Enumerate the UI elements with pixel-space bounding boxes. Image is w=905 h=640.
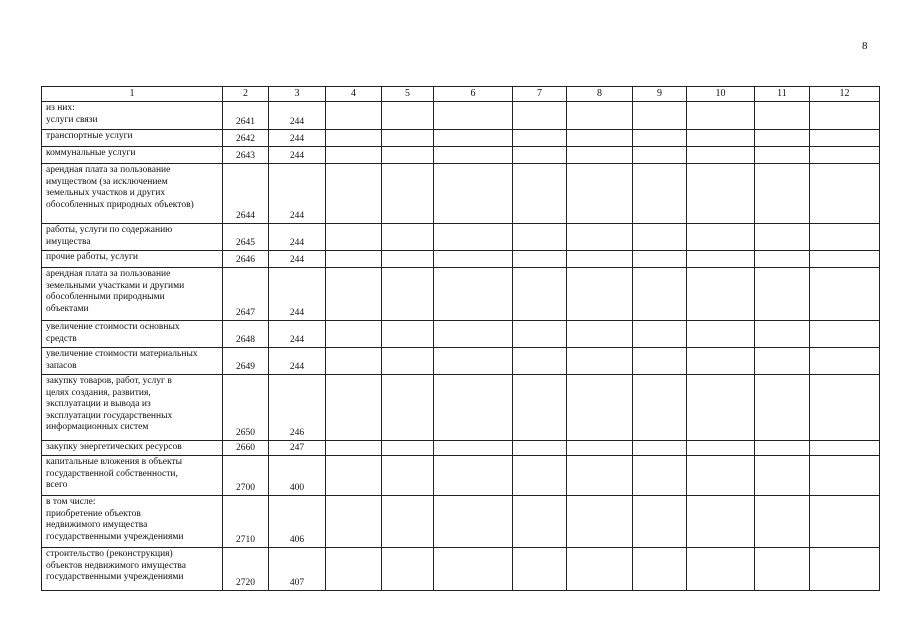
- table-row: [42, 348, 880, 375]
- empty-value-cell: [755, 164, 810, 224]
- empty-value-cell: [382, 375, 434, 441]
- line-code-cell: 2646: [223, 251, 269, 268]
- empty-value-cell: [687, 102, 755, 130]
- empty-value-cell: [633, 496, 687, 548]
- table-row: [42, 375, 880, 441]
- table-row: [42, 130, 880, 147]
- kosgu-code-cell: 244: [269, 348, 326, 375]
- empty-value-cell: [567, 441, 633, 456]
- empty-value-cell: [755, 224, 810, 251]
- empty-value-cell: [755, 268, 810, 321]
- empty-value-cell: [382, 496, 434, 548]
- line-code-cell: 2649: [223, 348, 269, 375]
- header-cell: 9: [633, 87, 687, 102]
- empty-value-cell: [326, 441, 382, 456]
- empty-value-cell: [513, 496, 567, 548]
- empty-value-cell: [687, 224, 755, 251]
- header-cell: 1: [42, 87, 223, 102]
- kosgu-code-cell: 244: [269, 147, 326, 164]
- empty-value-cell: [513, 348, 567, 375]
- kosgu-code-cell: 244: [269, 130, 326, 147]
- empty-value-cell: [513, 102, 567, 130]
- budget-table: [41, 86, 880, 591]
- header-cell: 2: [223, 87, 269, 102]
- row-name-cell: транспортные услуги: [42, 130, 223, 147]
- empty-value-cell: [755, 251, 810, 268]
- table-row: [42, 268, 880, 321]
- row-name-cell: коммунальные услуги: [42, 147, 223, 164]
- empty-value-cell: [755, 321, 810, 348]
- empty-value-cell: [326, 321, 382, 348]
- line-code-cell: 2645: [223, 224, 269, 251]
- table-row: [42, 102, 880, 130]
- empty-value-cell: [382, 348, 434, 375]
- empty-value-cell: [382, 147, 434, 164]
- kosgu-code-cell: 406: [269, 496, 326, 548]
- empty-value-cell: [434, 147, 513, 164]
- row-name-cell: строительство (реконструкция) объектов недвижимого имущества государственными учреждениями: [42, 548, 223, 591]
- row-name-cell: в том числе: приобретение объектов недвижимого имущества государственными учреждениями: [42, 496, 223, 548]
- empty-value-cell: [687, 130, 755, 147]
- empty-value-cell: [326, 147, 382, 164]
- line-code-cell: 2643: [223, 147, 269, 164]
- empty-value-cell: [810, 147, 880, 164]
- table-row: [42, 147, 880, 164]
- empty-value-cell: [567, 268, 633, 321]
- empty-value-cell: [326, 268, 382, 321]
- empty-value-cell: [326, 348, 382, 375]
- empty-value-cell: [810, 456, 880, 496]
- empty-value-cell: [755, 147, 810, 164]
- row-name-cell: увеличение стоимости основных средств: [42, 321, 223, 348]
- kosgu-code-cell: 244: [269, 268, 326, 321]
- kosgu-code-cell: 400: [269, 456, 326, 496]
- empty-value-cell: [434, 441, 513, 456]
- empty-value-cell: [326, 130, 382, 147]
- row-name-cell: арендная плата за пользование земельными участками и другими обособленными природными объектами: [42, 268, 223, 321]
- empty-value-cell: [382, 224, 434, 251]
- empty-value-cell: [513, 251, 567, 268]
- empty-value-cell: [755, 130, 810, 147]
- header-cell: 5: [382, 87, 434, 102]
- kosgu-code-cell: 244: [269, 224, 326, 251]
- empty-value-cell: [513, 456, 567, 496]
- header-cell: 3: [269, 87, 326, 102]
- empty-value-cell: [633, 548, 687, 591]
- empty-value-cell: [755, 456, 810, 496]
- empty-value-cell: [382, 102, 434, 130]
- empty-value-cell: [326, 496, 382, 548]
- empty-value-cell: [434, 251, 513, 268]
- empty-value-cell: [567, 251, 633, 268]
- empty-value-cell: [513, 164, 567, 224]
- empty-value-cell: [687, 251, 755, 268]
- empty-value-cell: [810, 496, 880, 548]
- table-row: [42, 321, 880, 348]
- empty-value-cell: [687, 164, 755, 224]
- line-code-cell: 2648: [223, 321, 269, 348]
- empty-value-cell: [810, 441, 880, 456]
- header-cell: 4: [326, 87, 382, 102]
- row-name-cell: работы, услуги по содержанию имущества: [42, 224, 223, 251]
- header-cell: 7: [513, 87, 567, 102]
- row-name-cell: увеличение стоимости материальных запасов: [42, 348, 223, 375]
- row-name-cell: из них: услуги связи: [42, 102, 223, 130]
- empty-value-cell: [810, 224, 880, 251]
- empty-value-cell: [687, 496, 755, 548]
- table-body: [42, 102, 880, 591]
- empty-value-cell: [567, 147, 633, 164]
- empty-value-cell: [434, 268, 513, 321]
- kosgu-code-cell: 247: [269, 441, 326, 456]
- empty-value-cell: [567, 224, 633, 251]
- empty-value-cell: [633, 348, 687, 375]
- header-cell: 12: [810, 87, 880, 102]
- empty-value-cell: [633, 251, 687, 268]
- empty-value-cell: [382, 164, 434, 224]
- empty-value-cell: [687, 348, 755, 375]
- header-cell: 8: [567, 87, 633, 102]
- header-cell: 10: [687, 87, 755, 102]
- empty-value-cell: [434, 321, 513, 348]
- empty-value-cell: [434, 102, 513, 130]
- empty-value-cell: [755, 348, 810, 375]
- empty-value-cell: [326, 456, 382, 496]
- line-code-cell: 2710: [223, 496, 269, 548]
- kosgu-code-cell: 244: [269, 321, 326, 348]
- empty-value-cell: [326, 548, 382, 591]
- empty-value-cell: [382, 548, 434, 591]
- line-code-cell: 2660: [223, 441, 269, 456]
- empty-value-cell: [513, 548, 567, 591]
- empty-value-cell: [434, 130, 513, 147]
- kosgu-code-cell: 244: [269, 164, 326, 224]
- empty-value-cell: [567, 130, 633, 147]
- empty-value-cell: [633, 321, 687, 348]
- empty-value-cell: [382, 321, 434, 348]
- empty-value-cell: [434, 224, 513, 251]
- empty-value-cell: [513, 268, 567, 321]
- empty-value-cell: [633, 102, 687, 130]
- line-code-cell: 2650: [223, 375, 269, 441]
- empty-value-cell: [382, 268, 434, 321]
- empty-value-cell: [755, 441, 810, 456]
- empty-value-cell: [567, 496, 633, 548]
- empty-value-cell: [434, 164, 513, 224]
- line-code-cell: 2644: [223, 164, 269, 224]
- empty-value-cell: [567, 102, 633, 130]
- line-code-cell: 2641: [223, 102, 269, 130]
- table-row: [42, 164, 880, 224]
- empty-value-cell: [810, 102, 880, 130]
- header-cell: 6: [434, 87, 513, 102]
- empty-value-cell: [687, 441, 755, 456]
- empty-value-cell: [326, 375, 382, 441]
- page-number: 8: [862, 40, 868, 52]
- empty-value-cell: [633, 441, 687, 456]
- table-row: [42, 548, 880, 591]
- table-row: [42, 224, 880, 251]
- empty-value-cell: [513, 130, 567, 147]
- empty-value-cell: [687, 548, 755, 591]
- empty-value-cell: [382, 251, 434, 268]
- empty-value-cell: [434, 375, 513, 441]
- table-row: [42, 456, 880, 496]
- empty-value-cell: [567, 348, 633, 375]
- table-row: [42, 496, 880, 548]
- empty-value-cell: [633, 224, 687, 251]
- kosgu-code-cell: 244: [269, 251, 326, 268]
- empty-value-cell: [513, 441, 567, 456]
- empty-value-cell: [326, 164, 382, 224]
- table-row: [42, 251, 880, 268]
- empty-value-cell: [810, 268, 880, 321]
- empty-value-cell: [434, 548, 513, 591]
- empty-value-cell: [513, 321, 567, 348]
- line-code-cell: 2642: [223, 130, 269, 147]
- empty-value-cell: [434, 348, 513, 375]
- empty-value-cell: [382, 456, 434, 496]
- empty-value-cell: [567, 548, 633, 591]
- row-name-cell: закупку товаров, работ, услуг в целях создания, развития, эксплуатации и вывода из эксплуатации государственных информационных систем: [42, 375, 223, 441]
- empty-value-cell: [382, 441, 434, 456]
- empty-value-cell: [687, 456, 755, 496]
- empty-value-cell: [633, 375, 687, 441]
- empty-value-cell: [567, 164, 633, 224]
- empty-value-cell: [810, 164, 880, 224]
- empty-value-cell: [687, 268, 755, 321]
- empty-value-cell: [810, 348, 880, 375]
- row-name-cell: капитальные вложения в объекты государственной собственности, всего: [42, 456, 223, 496]
- line-code-cell: 2720: [223, 548, 269, 591]
- empty-value-cell: [633, 456, 687, 496]
- empty-value-cell: [810, 375, 880, 441]
- empty-value-cell: [755, 496, 810, 548]
- empty-value-cell: [810, 130, 880, 147]
- line-code-cell: 2700: [223, 456, 269, 496]
- empty-value-cell: [687, 321, 755, 348]
- empty-value-cell: [810, 251, 880, 268]
- line-code-cell: 2647: [223, 268, 269, 321]
- row-name-cell: прочие работы, услуги: [42, 251, 223, 268]
- empty-value-cell: [382, 130, 434, 147]
- table-row: [42, 441, 880, 456]
- empty-value-cell: [687, 147, 755, 164]
- empty-value-cell: [633, 164, 687, 224]
- empty-value-cell: [326, 251, 382, 268]
- empty-value-cell: [633, 268, 687, 321]
- empty-value-cell: [810, 548, 880, 591]
- empty-value-cell: [633, 130, 687, 147]
- header-row: [42, 87, 880, 102]
- empty-value-cell: [755, 548, 810, 591]
- row-name-cell: арендная плата за пользование имуществом (за исключением земельных участков и других обособленных природных объектов): [42, 164, 223, 224]
- header-cell: 11: [755, 87, 810, 102]
- empty-value-cell: [687, 375, 755, 441]
- empty-value-cell: [755, 375, 810, 441]
- empty-value-cell: [567, 321, 633, 348]
- empty-value-cell: [810, 321, 880, 348]
- empty-value-cell: [513, 224, 567, 251]
- empty-value-cell: [434, 496, 513, 548]
- empty-value-cell: [513, 375, 567, 441]
- kosgu-code-cell: 246: [269, 375, 326, 441]
- kosgu-code-cell: 244: [269, 102, 326, 130]
- row-name-cell: закупку энергетических ресурсов: [42, 441, 223, 456]
- empty-value-cell: [434, 456, 513, 496]
- kosgu-code-cell: 407: [269, 548, 326, 591]
- empty-value-cell: [513, 147, 567, 164]
- empty-value-cell: [326, 224, 382, 251]
- empty-value-cell: [567, 375, 633, 441]
- empty-value-cell: [567, 456, 633, 496]
- empty-value-cell: [633, 147, 687, 164]
- empty-value-cell: [326, 102, 382, 130]
- empty-value-cell: [755, 102, 810, 130]
